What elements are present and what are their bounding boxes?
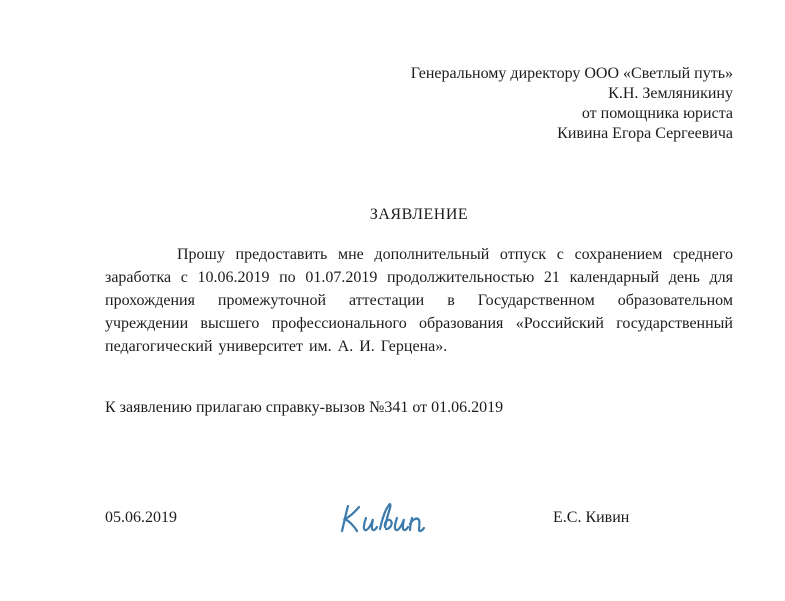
sender-name: Кивина Егора Сергеевича — [557, 125, 733, 142]
document-date: 05.06.2019 — [105, 509, 177, 526]
addressee-block — [411, 64, 733, 144]
sender-position: от помощника юриста — [581, 105, 733, 122]
signatory-name: Е.С. Кивин — [553, 509, 630, 526]
request-paragraph: Прошу предоставить мне дополнительный отпуск с сохранением среднего заработка с 10.06.2019 по 01.07.2019 продолжительностью 21 календарный день для прохождения промежуточной аттестации в Государственном образовательном учреждении высшего профессионального образования «Российский государственный педагогический университет им. А. И. Герцена». — [105, 246, 733, 355]
recipient-position: Генеральному директору ООО «Светлый путь» — [410, 65, 733, 82]
document-title: ЗАЯВЛЕНИЕ — [369, 206, 469, 223]
attachment-line: К заявлению прилагаю справку-вызов №341 от 01.06.2019 — [105, 399, 504, 416]
recipient-name: К.Н. Земляникину — [608, 85, 733, 102]
handwritten-signature — [338, 500, 430, 538]
